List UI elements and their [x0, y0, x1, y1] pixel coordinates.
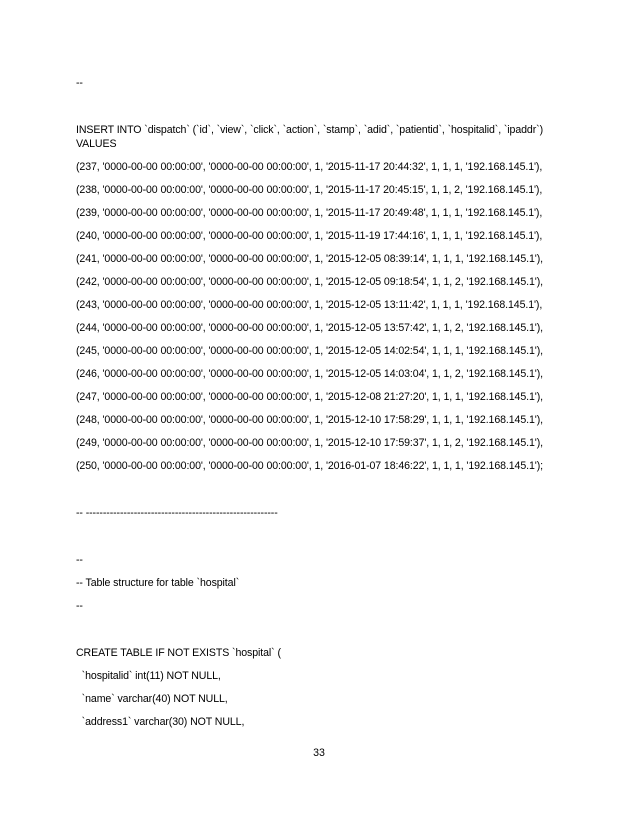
column-definition: `address1` varchar(30) NOT NULL, [76, 716, 245, 728]
page-number: 33 [313, 747, 325, 759]
values-row: (250, '0000-00-00 00:00:00', '0000-00-00 00:00:00', 1, '2016-01-07 18:46:22', 1, 1, 1, '192.168.145.1'); [76, 460, 543, 472]
values-row: (240, '0000-00-00 00:00:00', '0000-00-00 00:00:00', 1, '2015-11-19 17:44:16', 1, 1, 1, '192.168.145.1'), [76, 230, 543, 242]
values-row: (244, '0000-00-00 00:00:00', '0000-00-00 00:00:00', 1, '2015-12-05 13:57:42', 1, 1, 2, '192.168.145.1'), [76, 322, 543, 334]
values-row: (242, '0000-00-00 00:00:00', '0000-00-00 00:00:00', 1, '2015-12-05 09:18:54', 1, 1, 2, '192.168.145.1'), [76, 276, 543, 288]
section-separator: -- -------------------------------------------------------- [76, 507, 278, 519]
values-row: (245, '0000-00-00 00:00:00', '0000-00-00 00:00:00', 1, '2015-12-05 14:02:54', 1, 1, 1, '192.168.145.1'), [76, 345, 543, 357]
sql-comment-dash: -- [76, 600, 83, 612]
sql-comment-dash: -- [76, 77, 83, 89]
values-row: (246, '0000-00-00 00:00:00', '0000-00-00 00:00:00', 1, '2015-12-05 14:03:04', 1, 1, 2, '192.168.145.1'), [76, 368, 543, 380]
create-table-statement: CREATE TABLE IF NOT EXISTS `hospital` ( [76, 647, 281, 659]
column-definition: `name` varchar(40) NOT NULL, [76, 693, 228, 705]
values-row: (237, '0000-00-00 00:00:00', '0000-00-00 00:00:00', 1, '2015-11-17 20:44:32', 1, 1, 1, '192.168.145.1'), [76, 161, 543, 173]
table-structure-comment: -- Table structure for table `hospital` [76, 577, 240, 589]
column-definition: `hospitalid` int(11) NOT NULL, [76, 670, 221, 682]
values-row: (249, '0000-00-00 00:00:00', '0000-00-00 00:00:00', 1, '2015-12-10 17:59:37', 1, 1, 2, '192.168.145.1'), [76, 437, 543, 449]
insert-statement-header: INSERT INTO `dispatch` (`id`, `view`, `click`, `action`, `stamp`, `adid`, `patientid`, `hospitalid`, `ipaddr`) [76, 124, 544, 136]
values-keyword: VALUES [76, 138, 117, 150]
values-row: (243, '0000-00-00 00:00:00', '0000-00-00 00:00:00', 1, '2015-12-05 13:11:42', 1, 1, 1, '192.168.145.1'), [76, 299, 543, 311]
values-row: (239, '0000-00-00 00:00:00', '0000-00-00 00:00:00', 1, '2015-11-17 20:49:48', 1, 1, 1, '192.168.145.1'), [76, 207, 543, 219]
values-row: (247, '0000-00-00 00:00:00', '0000-00-00 00:00:00', 1, '2015-12-08 21:27:20', 1, 1, 1, '192.168.145.1'), [76, 391, 543, 403]
sql-comment-dash: -- [76, 554, 83, 566]
values-row: (238, '0000-00-00 00:00:00', '0000-00-00 00:00:00', 1, '2015-11-17 20:45:15', 1, 1, 2, '192.168.145.1'), [76, 184, 543, 196]
values-row: (248, '0000-00-00 00:00:00', '0000-00-00 00:00:00', 1, '2015-12-10 17:58:29', 1, 1, 1, '192.168.145.1'), [76, 414, 543, 426]
values-row: (241, '0000-00-00 00:00:00', '0000-00-00 00:00:00', 1, '2015-12-05 08:39:14', 1, 1, 1, '192.168.145.1'), [76, 253, 543, 265]
